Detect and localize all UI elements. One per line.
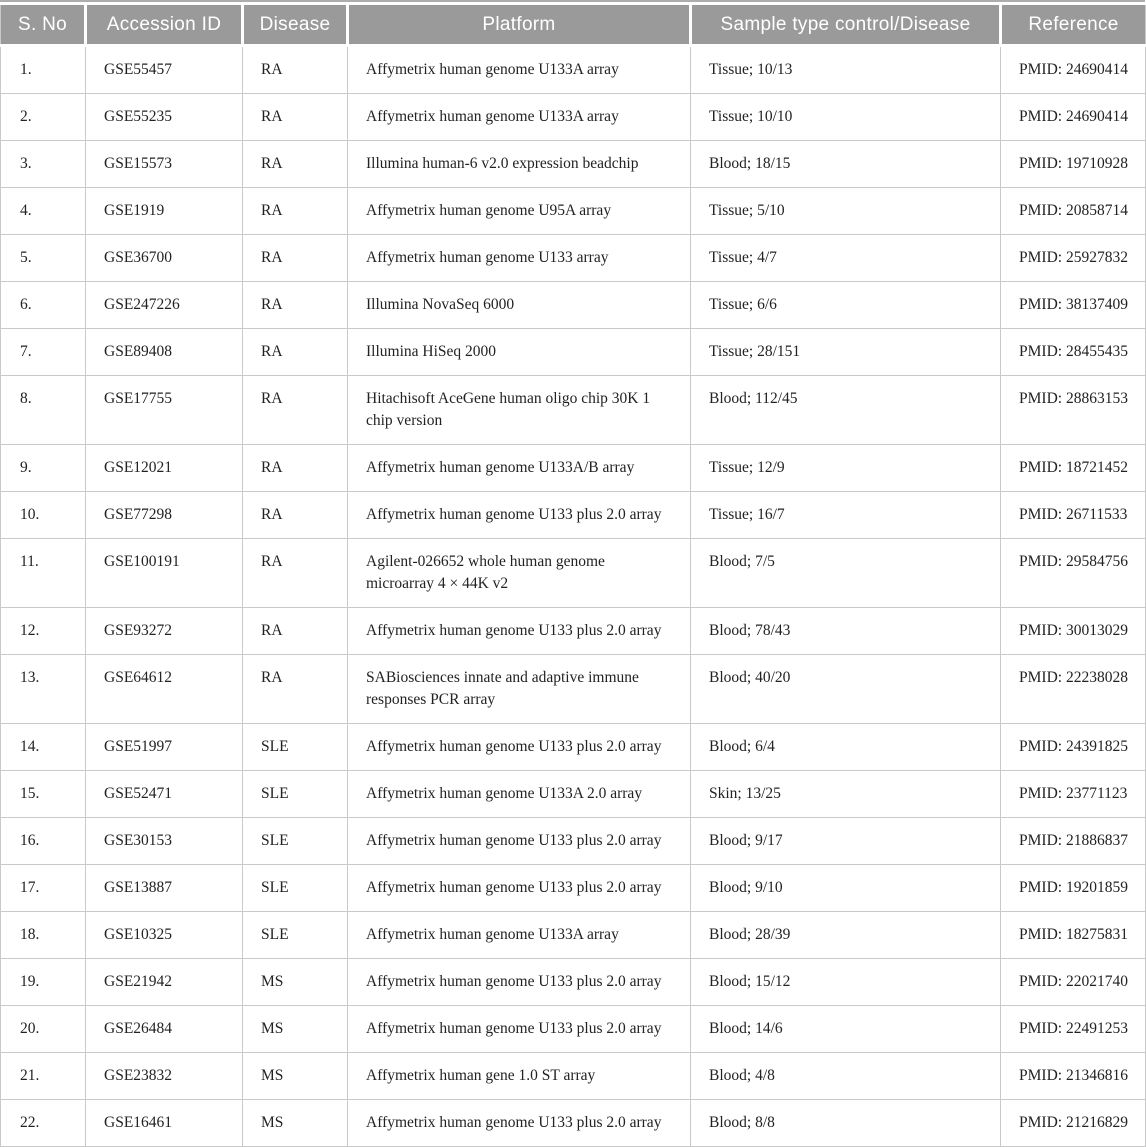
cell-accession-id: GSE52471 (86, 771, 243, 818)
cell-accession-id: GSE93272 (86, 608, 243, 655)
cell-sno: 19. (1, 959, 86, 1006)
header-row (1, 5, 1146, 46)
cell-reference: PMID: 38137409 (1001, 282, 1146, 329)
cell-reference: PMID: 21216829 (1001, 1100, 1146, 1147)
cell-platform: Affymetrix human genome U133A array (348, 912, 691, 959)
table-top-rule (0, 0, 1145, 2)
cell-reference: PMID: 18275831 (1001, 912, 1146, 959)
cell-sno: 15. (1, 771, 86, 818)
cell-reference: PMID: 24391825 (1001, 724, 1146, 771)
cell-reference: PMID: 25927832 (1001, 235, 1146, 282)
cell-sno: 13. (1, 655, 86, 724)
cell-platform: Affymetrix human genome U133A/B array (348, 445, 691, 492)
cell-accession-id: GSE12021 (86, 445, 243, 492)
cell-sample-type: Blood; 112/45 (691, 376, 1001, 445)
cell-accession-id: GSE55457 (86, 46, 243, 94)
cell-platform: Affymetrix human genome U133 plus 2.0 array (348, 608, 691, 655)
cell-platform: Affymetrix human genome U133 plus 2.0 array (348, 959, 691, 1006)
cell-sample-type: Tissue; 16/7 (691, 492, 1001, 539)
table-row (1, 376, 1146, 445)
cell-accession-id: GSE30153 (86, 818, 243, 865)
cell-platform: Affymetrix human genome U133A 2.0 array (348, 771, 691, 818)
cell-platform: SABiosciences innate and adaptive immune responses PCR array (348, 655, 691, 724)
cell-sample-type: Blood; 4/8 (691, 1053, 1001, 1100)
cell-accession-id: GSE89408 (86, 329, 243, 376)
cell-sno: 6. (1, 282, 86, 329)
table-row (1, 608, 1146, 655)
table-row (1, 492, 1146, 539)
table-row (1, 1006, 1146, 1053)
table-row (1, 818, 1146, 865)
cell-accession-id: GSE16461 (86, 1100, 243, 1147)
cell-sample-type: Tissue; 6/6 (691, 282, 1001, 329)
cell-sno: 10. (1, 492, 86, 539)
cell-sno: 7. (1, 329, 86, 376)
cell-platform: Agilent-026652 whole human genome microarray 4 × 44K v2 (348, 539, 691, 608)
cell-platform: Affymetrix human genome U133 array (348, 235, 691, 282)
cell-reference: PMID: 26711533 (1001, 492, 1146, 539)
table-row (1, 46, 1146, 94)
cell-reference: PMID: 24690414 (1001, 94, 1146, 141)
cell-sample-type: Blood; 7/5 (691, 539, 1001, 608)
table-row (1, 865, 1146, 912)
geo-datasets-table (0, 5, 1146, 1147)
cell-platform: Affymetrix human genome U133 plus 2.0 array (348, 865, 691, 912)
cell-platform: Affymetrix human genome U133 plus 2.0 array (348, 492, 691, 539)
cell-accession-id: GSE55235 (86, 94, 243, 141)
cell-sample-type: Tissue; 12/9 (691, 445, 1001, 492)
cell-sample-type: Tissue; 5/10 (691, 188, 1001, 235)
cell-disease: RA (243, 188, 348, 235)
table-body (1, 46, 1146, 1147)
cell-sample-type: Blood; 15/12 (691, 959, 1001, 1006)
cell-platform: Hitachisoft AceGene human oligo chip 30K 1 chip version (348, 376, 691, 445)
cell-accession-id: GSE64612 (86, 655, 243, 724)
column-header-disease: Disease (243, 5, 348, 46)
cell-platform: Affymetrix human genome U133A array (348, 94, 691, 141)
cell-reference: PMID: 23771123 (1001, 771, 1146, 818)
cell-sno: 18. (1, 912, 86, 959)
cell-disease: RA (243, 329, 348, 376)
table-row (1, 1100, 1146, 1147)
table-row (1, 141, 1146, 188)
cell-platform: Affymetrix human genome U133 plus 2.0 array (348, 1100, 691, 1147)
cell-disease: RA (243, 376, 348, 445)
cell-sample-type: Blood; 6/4 (691, 724, 1001, 771)
cell-accession-id: GSE13887 (86, 865, 243, 912)
column-header-reference: Reference (1001, 5, 1146, 46)
cell-accession-id: GSE77298 (86, 492, 243, 539)
cell-disease: RA (243, 492, 348, 539)
table-row (1, 445, 1146, 492)
cell-platform: Affymetrix human genome U133A array (348, 46, 691, 94)
column-header-platform: Platform (348, 5, 691, 46)
table-row (1, 329, 1146, 376)
cell-sample-type: Blood; 28/39 (691, 912, 1001, 959)
cell-disease: SLE (243, 912, 348, 959)
cell-disease: SLE (243, 771, 348, 818)
table-row (1, 539, 1146, 608)
cell-sno: 22. (1, 1100, 86, 1147)
cell-reference: PMID: 22021740 (1001, 959, 1146, 1006)
cell-disease: RA (243, 608, 348, 655)
cell-platform: Illumina NovaSeq 6000 (348, 282, 691, 329)
cell-sno: 11. (1, 539, 86, 608)
table-row (1, 282, 1146, 329)
column-header-sno: S. No (1, 5, 86, 46)
cell-accession-id: GSE100191 (86, 539, 243, 608)
cell-disease: MS (243, 1006, 348, 1053)
cell-reference: PMID: 22238028 (1001, 655, 1146, 724)
cell-accession-id: GSE15573 (86, 141, 243, 188)
cell-disease: SLE (243, 865, 348, 912)
cell-sample-type: Blood; 9/10 (691, 865, 1001, 912)
cell-sno: 12. (1, 608, 86, 655)
cell-disease: RA (243, 235, 348, 282)
cell-reference: PMID: 19710928 (1001, 141, 1146, 188)
cell-accession-id: GSE51997 (86, 724, 243, 771)
cell-sno: 21. (1, 1053, 86, 1100)
table-row (1, 94, 1146, 141)
column-header-accession-id: Accession ID (86, 5, 243, 46)
cell-reference: PMID: 29584756 (1001, 539, 1146, 608)
cell-accession-id: GSE36700 (86, 235, 243, 282)
table-row (1, 188, 1146, 235)
cell-reference: PMID: 22491253 (1001, 1006, 1146, 1053)
cell-disease: RA (243, 141, 348, 188)
cell-sno: 5. (1, 235, 86, 282)
cell-disease: RA (243, 94, 348, 141)
cell-reference: PMID: 18721452 (1001, 445, 1146, 492)
cell-sno: 1. (1, 46, 86, 94)
cell-accession-id: GSE1919 (86, 188, 243, 235)
cell-platform: Affymetrix human genome U133 plus 2.0 array (348, 818, 691, 865)
cell-platform: Affymetrix human genome U95A array (348, 188, 691, 235)
cell-accession-id: GSE23832 (86, 1053, 243, 1100)
table-row (1, 771, 1146, 818)
cell-disease: MS (243, 1053, 348, 1100)
cell-accession-id: GSE17755 (86, 376, 243, 445)
cell-reference: PMID: 20858714 (1001, 188, 1146, 235)
cell-disease: RA (243, 282, 348, 329)
cell-sample-type: Blood; 9/17 (691, 818, 1001, 865)
cell-platform: Affymetrix human gene 1.0 ST array (348, 1053, 691, 1100)
table-row (1, 724, 1146, 771)
cell-sample-type: Blood; 14/6 (691, 1006, 1001, 1053)
cell-disease: SLE (243, 818, 348, 865)
cell-sno: 20. (1, 1006, 86, 1053)
cell-sample-type: Tissue; 28/151 (691, 329, 1001, 376)
cell-reference: PMID: 21346816 (1001, 1053, 1146, 1100)
cell-disease: RA (243, 539, 348, 608)
cell-accession-id: GSE26484 (86, 1006, 243, 1053)
cell-sno: 3. (1, 141, 86, 188)
cell-reference: PMID: 30013029 (1001, 608, 1146, 655)
cell-sample-type: Blood; 78/43 (691, 608, 1001, 655)
cell-accession-id: GSE10325 (86, 912, 243, 959)
cell-disease: RA (243, 46, 348, 94)
cell-reference: PMID: 24690414 (1001, 46, 1146, 94)
cell-disease: RA (243, 655, 348, 724)
cell-sno: 16. (1, 818, 86, 865)
cell-sno: 2. (1, 94, 86, 141)
cell-accession-id: GSE247226 (86, 282, 243, 329)
table-row (1, 912, 1146, 959)
cell-accession-id: GSE21942 (86, 959, 243, 1006)
cell-sample-type: Skin; 13/25 (691, 771, 1001, 818)
table-header (1, 5, 1146, 46)
cell-reference: PMID: 19201859 (1001, 865, 1146, 912)
cell-sample-type: Blood; 18/15 (691, 141, 1001, 188)
cell-platform: Illumina human-6 v2.0 expression beadchip (348, 141, 691, 188)
column-header-sample-type: Sample type control/Disease (691, 5, 1001, 46)
cell-disease: MS (243, 1100, 348, 1147)
cell-platform: Affymetrix human genome U133 plus 2.0 array (348, 1006, 691, 1053)
cell-sample-type: Tissue; 10/10 (691, 94, 1001, 141)
cell-sno: 4. (1, 188, 86, 235)
cell-disease: MS (243, 959, 348, 1006)
cell-sample-type: Blood; 40/20 (691, 655, 1001, 724)
cell-sample-type: Tissue; 10/13 (691, 46, 1001, 94)
table-row (1, 1053, 1146, 1100)
cell-reference: PMID: 28863153 (1001, 376, 1146, 445)
cell-sample-type: Blood; 8/8 (691, 1100, 1001, 1147)
cell-disease: RA (243, 445, 348, 492)
cell-reference: PMID: 21886837 (1001, 818, 1146, 865)
cell-platform: Illumina HiSeq 2000 (348, 329, 691, 376)
cell-sno: 17. (1, 865, 86, 912)
table-row (1, 655, 1146, 724)
cell-sno: 9. (1, 445, 86, 492)
cell-sno: 14. (1, 724, 86, 771)
cell-reference: PMID: 28455435 (1001, 329, 1146, 376)
cell-sample-type: Tissue; 4/7 (691, 235, 1001, 282)
table-row (1, 959, 1146, 1006)
table-row (1, 235, 1146, 282)
cell-disease: SLE (243, 724, 348, 771)
cell-platform: Affymetrix human genome U133 plus 2.0 array (348, 724, 691, 771)
cell-sno: 8. (1, 376, 86, 445)
